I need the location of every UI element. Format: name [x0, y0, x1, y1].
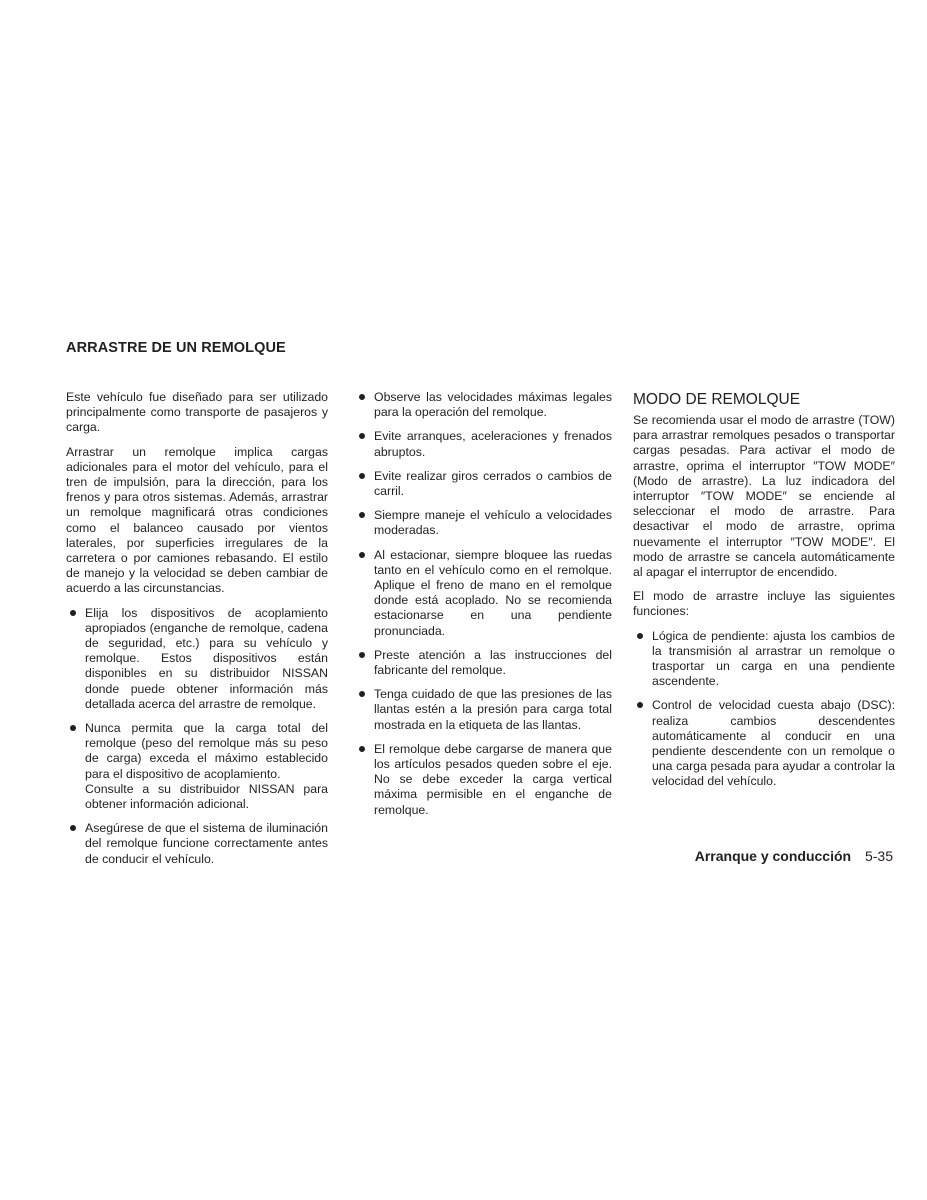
page-number: 5-35 — [864, 848, 893, 864]
list-item — [633, 629, 895, 690]
list-item-text: Evite realizar giros cerrados o cambios de carril. — [374, 468, 612, 499]
list-item-text: Observe las velocidades máximas legales para la operación del remolque. — [374, 390, 612, 420]
list-item — [66, 606, 328, 712]
list-item — [633, 698, 895, 789]
functions-intro: El modo de arrastre incluye las siguientes funciones: — [633, 589, 895, 619]
column-right — [633, 390, 895, 799]
list-item-text: Evite arranques, aceleraciones y frenados abruptos. — [374, 429, 612, 459]
bullet-list — [633, 629, 895, 790]
warning-paragraph: Arrastrar un remolque implica cargas adicionales para el motor del vehículo, para el tren de impulsión, para la dirección, para los frenos y para otros sistemas. Además, arrastrar un remolque magnificará otras condiciones como el balanceo causado por vientos laterales, por superficies irregulares de la carretera o por camiones rebasando. El estilo de manejo y la velocidad se deben cambiar de acuerdo a las circunstancias. — [66, 444, 328, 596]
bullet-icon — [359, 691, 365, 697]
list-item-text: El remolque debe cargarse de manera que los artículos pesados queden sobre el eje. No se debe exceder la carga vertical máxima permisible en el enganche de remolque. — [374, 741, 612, 817]
bullet-icon — [359, 473, 365, 479]
column-left — [66, 390, 328, 876]
page-footer — [695, 848, 893, 864]
bullet-icon — [70, 610, 76, 616]
bullet-icon — [359, 652, 365, 658]
list-item — [355, 742, 612, 818]
intro-paragraph: Este vehículo fue diseñado para ser utilizado principalmente como transporte de pasajeros y carga. — [66, 390, 328, 435]
section-title: ARRASTRE DE UN REMOLQUE — [66, 340, 286, 356]
list-item-text: Lógica de pendiente: ajusta los cambios de la transmisión al arrastrar un remolque o trasportar un carga en una pendiente ascendente. — [652, 628, 895, 689]
list-item-text: Control de velocidad cuesta abajo (DSC): realiza cambios descendentes automáticamente al conducir en una pendiente descendente con un remolque o una carga pesada para ayudar a controlar la velocidad del vehículo. — [652, 698, 895, 789]
chapter-title: Arranque y conducción — [694, 848, 852, 864]
list-item-text: Nunca permita que la carga total del remolque (peso del remolque más su peso de carga) exceda el máximo establecido para el dispositivo de acoplamiento. — [85, 721, 328, 781]
list-item — [66, 821, 328, 867]
list-item-text: Preste atención a las instrucciones del fabricante del remolque. — [374, 647, 612, 678]
list-item-text: Al estacionar, siempre bloquee las ruedas tanto en el vehículo como en el remolque. Aplique el freno de mano en el remolque donde está acoplado. No se recomienda estacionarse en una pendiente pronunciada. — [374, 547, 612, 638]
bullet-icon — [359, 512, 365, 518]
list-item — [66, 721, 328, 812]
bullet-icon — [359, 394, 365, 400]
bullet-icon — [359, 433, 365, 439]
bullet-icon — [637, 702, 643, 708]
bullet-icon — [359, 746, 365, 752]
list-item — [355, 687, 612, 733]
list-item — [355, 548, 612, 639]
bullet-icon — [637, 633, 643, 639]
list-item-text: Tenga cuidado de que las presiones de las llantas estén a la presión para carga total mostrada en la etiqueta de las llantas. — [374, 687, 612, 732]
list-item-note: Consulte a su distribuidor NISSAN para obtener información adicional. — [85, 781, 328, 812]
tow-mode-paragraph: Se recomienda usar el modo de arrastre (TOW) para arrastrar remolques pesados o transportar cargas pesadas. Para activar el modo de arrastre, oprima el interruptor ″TOW MODE″ (Modo de arrastre). La luz indicadora del interruptor ″TOW MODE″ se enciende al seleccionar el modo de arrastre. Para desactivar el modo de arrastre, oprima nuevamente el interruptor ″TOW MODE″. El modo de arrastre se cancela automáticamente al apagar el interruptor de encendido. — [633, 413, 895, 580]
list-item — [355, 390, 612, 420]
list-item — [355, 648, 612, 678]
subsection-heading: MODO DE REMOLQUE — [633, 391, 801, 408]
bullet-icon — [70, 725, 76, 731]
list-item — [355, 429, 612, 459]
bullet-icon — [359, 552, 365, 558]
list-item-text: Asegúrese de que el sistema de iluminación del remolque funcione correctamente antes de conducir el vehículo. — [85, 821, 328, 866]
column-middle — [355, 390, 612, 827]
bullet-list — [66, 606, 328, 867]
list-item-text: Siempre maneje el vehículo a velocidades moderadas. — [374, 508, 612, 538]
list-item — [355, 469, 612, 499]
list-item-text: Elija los dispositivos de acoplamiento apropiados (enganche de remolque, cadena de seguridad, etc.) para su vehículo y remolque. Estos dispositivos están disponibles en su distribuidor NISSAN donde puede obtener información más detallada acerca del arrastre de remolque. — [85, 605, 328, 711]
bullet-icon — [70, 825, 76, 831]
bullet-list — [355, 390, 612, 818]
list-item — [355, 508, 612, 538]
